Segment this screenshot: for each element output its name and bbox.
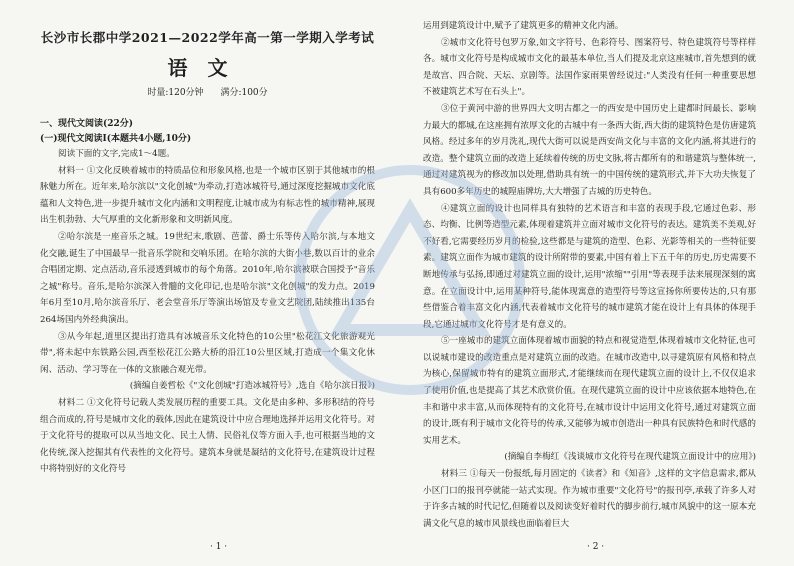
paragraph: ③位于黄河中游的世界四大文明古都之一的西安是中国历史上建都时间最长、影响力最大的都城,在这座拥有浓厚文化的古城中有一条西大街,西大街的建筑特色是仿唐建筑风格。经过多年的岁月洗礼,现代大街可以说是西安尚文化与丰富的文化内涵,将其进行的改造。整个建筑立面的改造上延续着传统的历史文脉,将古都所有的和谐建筑与整体统一,通过对建筑视为的修改加以处理,借助具有统一的中国传统的建筑形式,并下大功夫恢复了具有600多年历史的城隍庙牌坊,大大增强了古城的历史特色。 [423, 103, 756, 197]
paragraph: 运用到建筑设计中,赋予了建筑更多的精神文化内涵。 [423, 21, 624, 31]
section-heading: 一、现代文阅读(22分) [40, 119, 134, 129]
paragraph: 材料三 ①每天一份报纸,每月固定的《读者》和《知音》,这样的文字信息需求,都从小区门口的报刊亭就能一站式实现。作为城市重要"文化符号"的报刊亭,承载了许多人对于许多古城的时代记忆,但随着以及阅读变好着时代的脚步前行,城市风貌中的这一原本充满文化气息的城市风景线也面临着巨大 [423, 469, 756, 529]
exam-meta [40, 85, 375, 98]
exam-time: 时量:120分钟 [147, 88, 204, 98]
paragraph: 材料一 ①文化反映着城市的特质品位和形象风格,也是一个城市区别于其他城市的根脉魅力所在。近年来,哈尔滨以"文化创城"为牵动,打造冰城符号,通过深度挖掘城市文化底蕴和人文特色,进一步提升城市文化内涵和文明程度,让城市成为有标志性的城市精神,展现出生机勃勃、大气厚重的文化新形象和文明新风度。 [40, 165, 375, 226]
page-number: · 1 · [210, 542, 228, 552]
paragraph: ②哈尔滨是一座音乐之城。19世纪末,歌剧、芭蕾、爵士乐等传入哈尔滨,与本地文化交融,诞生了中国最早一批音乐学院和交响乐团。在哈尔滨的大街小巷,数以百计的业余合唱团定期、定点活动,音乐浸透到城市的每个角落。2010年,哈尔滨被联合国授予"音乐之城"称号。音乐,是哈尔滨深入骨髓的文化印记,也是哈尔滨"文化创城"的发力点。2019年6月至10月,哈尔滨音乐厅、老会堂音乐厅等演出场馆及专业文艺院团,陆续推出135台264场国内外经典演出。 [40, 231, 375, 325]
paragraph: 材料二 ①文化符号记载人类发展历程的重要工具。文化是由多种、多形积结的符号组合而成的,符号是城市文化的载体,因此在建筑设计中应合理地选择并运用文化符号。对于文化符号的提取可以从当地文化、民土人情、民俗礼仪等方面入手,也可根据当地的文化传统,深入挖掘其有代表性的文化符号。建筑本身就是凝结的文化符号,在建筑设计过程中将特别好的文化符号 [40, 397, 375, 475]
paragraph: ④建筑立面的设计也同样具有独特的艺术语言和丰富的表现手段,它通过色彩、形态、均衡、比例等造型元素,体现着建筑并立面对城市文化符号的表达。建筑美不美观,好不好看,它需要经历岁月的检验,这些都是与建筑的造型、色彩、光影等相关的一些特征要素。建筑立面作为城市建筑的设计所附带的要素,中国有着上下五千年的历史,历史需要不断地传承与弘扬,即通过对建筑立面的设计,运用"浓缩""引用"等表现手法来展现深刻的寓意。在立面设计中,运用某种符号,能体现寓意的造型符号等这宣扬你所要传达的,只有那些借鉴合着丰富文化内涵,代表着城市文化符号的城市建筑才能在设计上有具体的体现手段,它通过城市文化符号才是有意义的。 [423, 203, 756, 330]
paragraph: ⑤一座城市的建筑立面体现着城市面貌的特点和视觉造型,体现着城市文化特征,也可以说城市建设的改造重点是对建筑立面的改造。在城市改造中,以寻建筑原有风格和特点为核心,保留城市特有的建筑立面形式,才能继续而在现代建筑立面的设计上,不仅仅追求了使用价值,也是提高了其艺术欣赏价值。在现代建筑立面的设计中应该依据本地特色,在丰和谐中求丰富,从而体现特有的文化符号,在城市设计中运用文化符号,通过对建筑立面的设计,既有利于城市文化符号的传承,又能够为城市创造出一种具有民族特色和时代感的实用艺术。 [423, 336, 756, 446]
page-number: · 2 · [587, 542, 605, 552]
source-citation: (摘编自李梅红《浅谈城市文化符号在现代建筑立面设计中的应用》) [504, 452, 756, 463]
paragraph: ②城市文化符号包罗万象,如文字符号、色彩符号、图案符号、特色建筑符号等样样各。城市文化符号是构成城市文化的最基本单位,当人们提及北京这座城市,首先想到的就是故宫、四合院、天坛、京剧等。法国作家雨果曾经说过:"人类没有任何一种重要思想不被建筑艺术写在石头上"。 [423, 37, 756, 98]
exam-title: 长沙市长郡中学2021—2022学年高一第一学期入学考试 [40, 30, 375, 45]
source-citation: (摘编自姜哲松《"文化创城"打造冰城符号》,选自《哈尔滨日报》) [129, 381, 375, 392]
subject-title: 语文 [167, 56, 248, 80]
paragraph: ③从今年起,道里区提出打造具有冰城音乐文化特色的10公里"松花江文化旅游观光带",将未起中东铁路公园,西至松花江公路大桥的沿江10公里区域,打造成一个集文化休闲、活动、学习等在一体的文旅融合观光带。 [40, 331, 375, 375]
exam-page-right [397, 0, 794, 566]
subsection-heading: (一)现代文阅读Ⅰ(本题共4小题,10分) [40, 134, 192, 144]
exam-score: 满分:100分 [220, 88, 268, 98]
instruction: 阅读下面的文字,完成1～4题。 [58, 149, 175, 159]
